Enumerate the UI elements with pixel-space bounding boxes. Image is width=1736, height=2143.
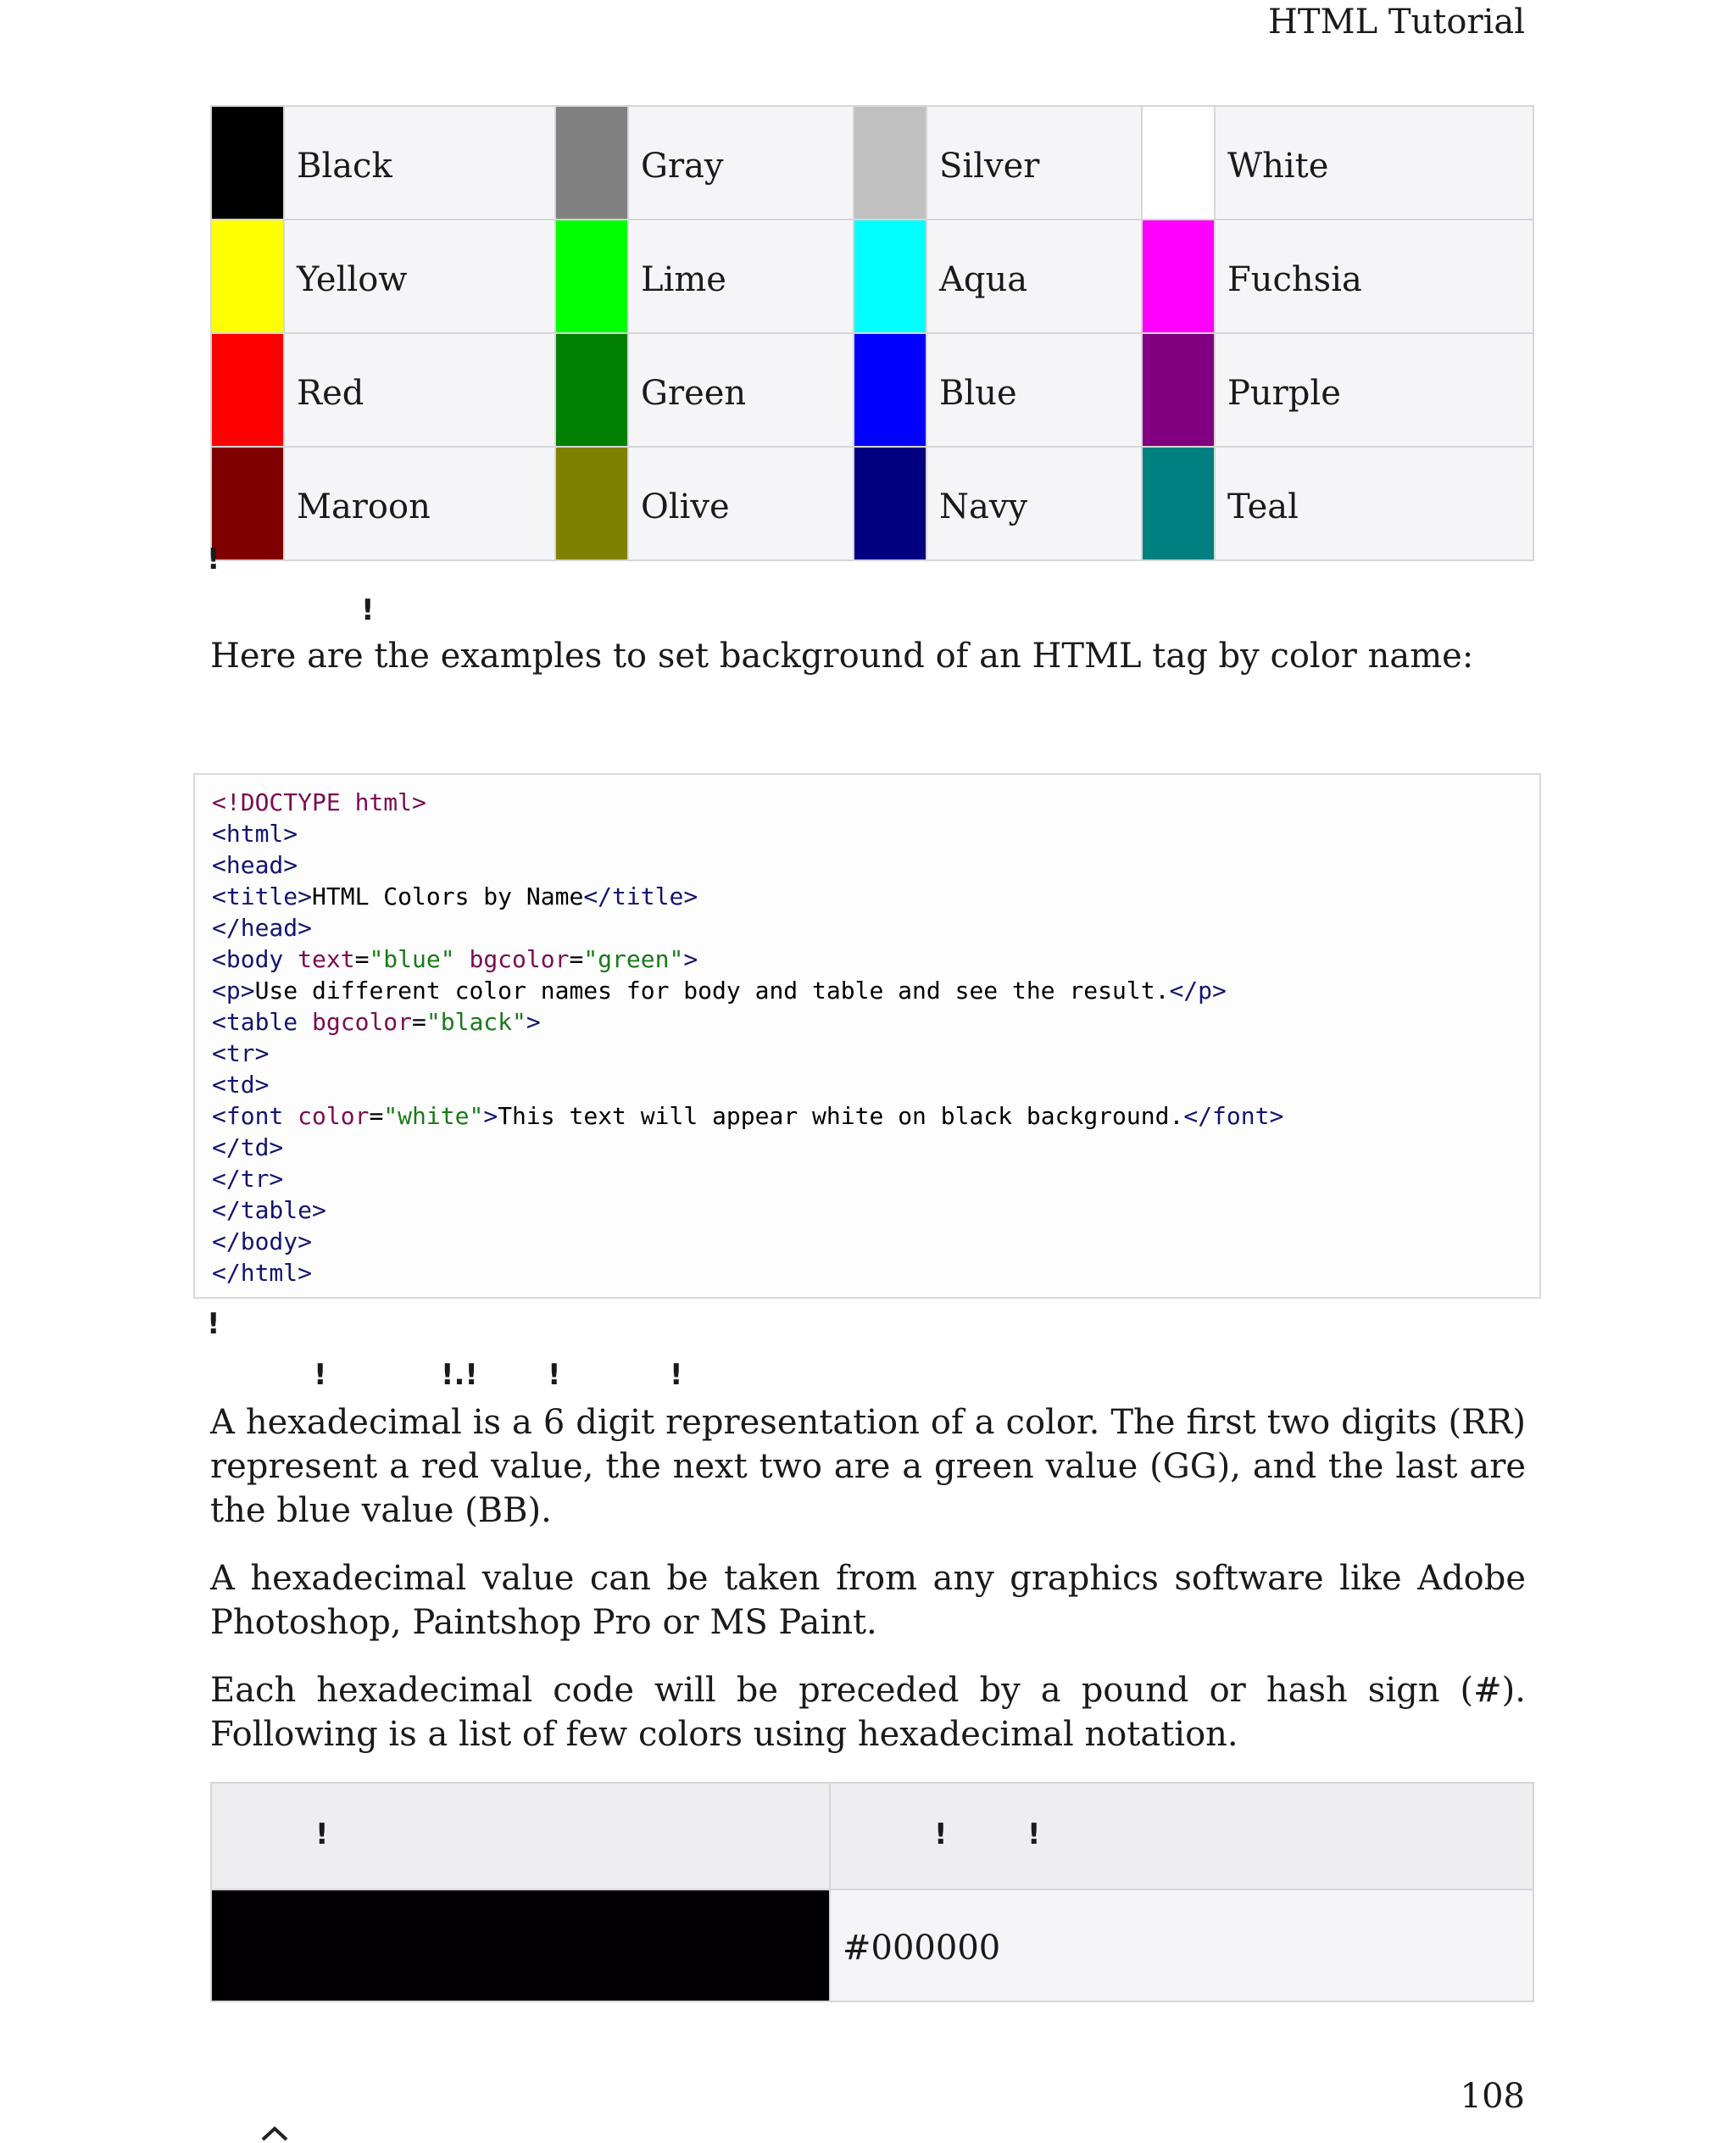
header-cell-color	[211, 1783, 830, 1890]
color-swatch	[1142, 106, 1215, 220]
hex-paragraph-1: A hexadecimal is a 6 digit representation of a color. The first two digits (RR) represent a red value, the next two are a green value (GG), and the last are the blue value (BB).	[210, 1403, 1526, 1530]
code-token: <title>	[212, 882, 313, 910]
color-swatch	[211, 220, 284, 333]
color-name-cell: Silver	[926, 106, 1142, 220]
glyph-mark: !	[670, 1358, 683, 1392]
color-name-cell: Green	[628, 333, 854, 447]
code-token: <head>	[212, 851, 298, 879]
table-row	[211, 447, 1533, 560]
table-row	[211, 333, 1533, 447]
color-swatch	[1142, 220, 1215, 333]
code-token: </font>	[1183, 1102, 1284, 1130]
color-name-table	[210, 105, 1534, 561]
color-swatch-cell	[211, 1890, 830, 2001]
table-row	[211, 106, 1533, 220]
code-token: <font	[212, 1102, 284, 1130]
color-name-cell: Red	[284, 333, 555, 447]
code-token: </title>	[583, 882, 698, 910]
code-token: <p>	[212, 977, 255, 1005]
code-token: </table>	[212, 1196, 326, 1224]
color-swatch	[854, 106, 926, 220]
glyph-mark: !	[315, 1817, 329, 1851]
color-name-cell: Teal	[1215, 447, 1533, 560]
glyph-mark: !	[934, 1817, 948, 1851]
code-token: <body	[212, 945, 284, 973]
code-token: "white"	[383, 1102, 484, 1130]
code-token: Use different color names for body and table and see the result.	[254, 977, 1170, 1005]
color-name-cell: Maroon	[284, 447, 555, 560]
color-swatch	[1142, 447, 1215, 560]
code-token: color	[283, 1102, 370, 1130]
color-swatch	[211, 106, 284, 220]
header-cell-hex	[830, 1783, 1533, 1890]
code-token: >	[526, 1008, 541, 1036]
glyph-mark: !	[207, 1307, 220, 1341]
color-swatch	[854, 447, 926, 560]
color-swatch	[854, 220, 926, 333]
glyph-mark: !	[1027, 1817, 1041, 1851]
running-header: HTML Tutorial	[1268, 3, 1525, 42]
color-name-cell: Aqua	[926, 220, 1142, 333]
color-name-cell: Gray	[628, 106, 854, 220]
glyph-mark: !	[361, 593, 375, 627]
code-token: This text will appear white on black background.	[498, 1102, 1184, 1130]
code-token: "black"	[426, 1008, 526, 1036]
code-token: bgcolor	[454, 945, 570, 973]
hex-color-table	[210, 1782, 1534, 2002]
color-swatch	[1142, 333, 1215, 447]
hex-paragraph-3: Each hexadecimal code will be preceded by a pound or hash sign (#). Following is a list of few colors using hexadecimal notation.	[210, 1671, 1526, 1754]
code-token: =	[369, 1102, 384, 1130]
code-token: <td>	[212, 1071, 270, 1099]
code-token: <html>	[212, 820, 298, 848]
code-token: HTML Colors by Name	[312, 882, 584, 910]
code-token: text	[283, 945, 355, 973]
code-token: >	[683, 945, 698, 973]
hex-paragraph-2: A hexadecimal value can be taken from any graphics software like Adobe Photoshop, Paintshop Pro or MS Paint.	[210, 1559, 1526, 1642]
color-swatch	[555, 333, 628, 447]
glyph-mark: !.!	[441, 1358, 478, 1392]
color-swatch	[555, 447, 628, 560]
code-token: </body>	[212, 1227, 313, 1255]
color-name-cell: Yellow	[284, 220, 555, 333]
code-token: <!DOCTYPE html>	[212, 788, 426, 816]
hex-code-cell: #000000	[830, 1890, 1533, 2001]
color-name-cell: Black	[284, 106, 555, 220]
code-token: <tr>	[212, 1039, 270, 1067]
color-name-cell: Blue	[926, 333, 1142, 447]
glyph-mark: !	[314, 1358, 327, 1392]
code-token: bgcolor	[298, 1008, 413, 1036]
color-swatch	[854, 333, 926, 447]
table-row	[211, 1890, 1533, 2001]
code-token: </head>	[212, 914, 313, 942]
code-token: </td>	[212, 1133, 284, 1161]
code-token: "blue"	[369, 945, 455, 973]
code-token: =	[569, 945, 584, 973]
code-token: </p>	[1169, 977, 1227, 1005]
table-header-row	[211, 1783, 1533, 1890]
code-token: </tr>	[212, 1165, 284, 1193]
code-token: <table	[212, 1008, 298, 1036]
color-swatch	[211, 333, 284, 447]
code-token: >	[483, 1102, 498, 1130]
page-number: 108	[1460, 2077, 1525, 2116]
code-example	[193, 773, 1541, 1299]
intro-paragraph: Here are the examples to set background of an HTML tag by color name:	[210, 637, 1474, 676]
color-swatch	[555, 106, 628, 220]
color-name-cell: Navy	[926, 447, 1142, 560]
color-swatch	[211, 447, 284, 560]
table-row	[211, 220, 1533, 333]
code-token: </html>	[212, 1259, 313, 1287]
color-name-cell: Purple	[1215, 333, 1533, 447]
color-swatch	[555, 220, 628, 333]
glyph-mark: !	[207, 543, 220, 576]
code-token: =	[354, 945, 370, 973]
color-name-cell: White	[1215, 106, 1533, 220]
color-name-cell: Fuchsia	[1215, 220, 1533, 333]
glyph-mark: !	[548, 1358, 561, 1392]
color-name-cell: Lime	[628, 220, 854, 333]
code-token: =	[412, 1008, 426, 1036]
color-name-cell: Olive	[628, 447, 854, 560]
code-token: "green"	[583, 945, 684, 973]
